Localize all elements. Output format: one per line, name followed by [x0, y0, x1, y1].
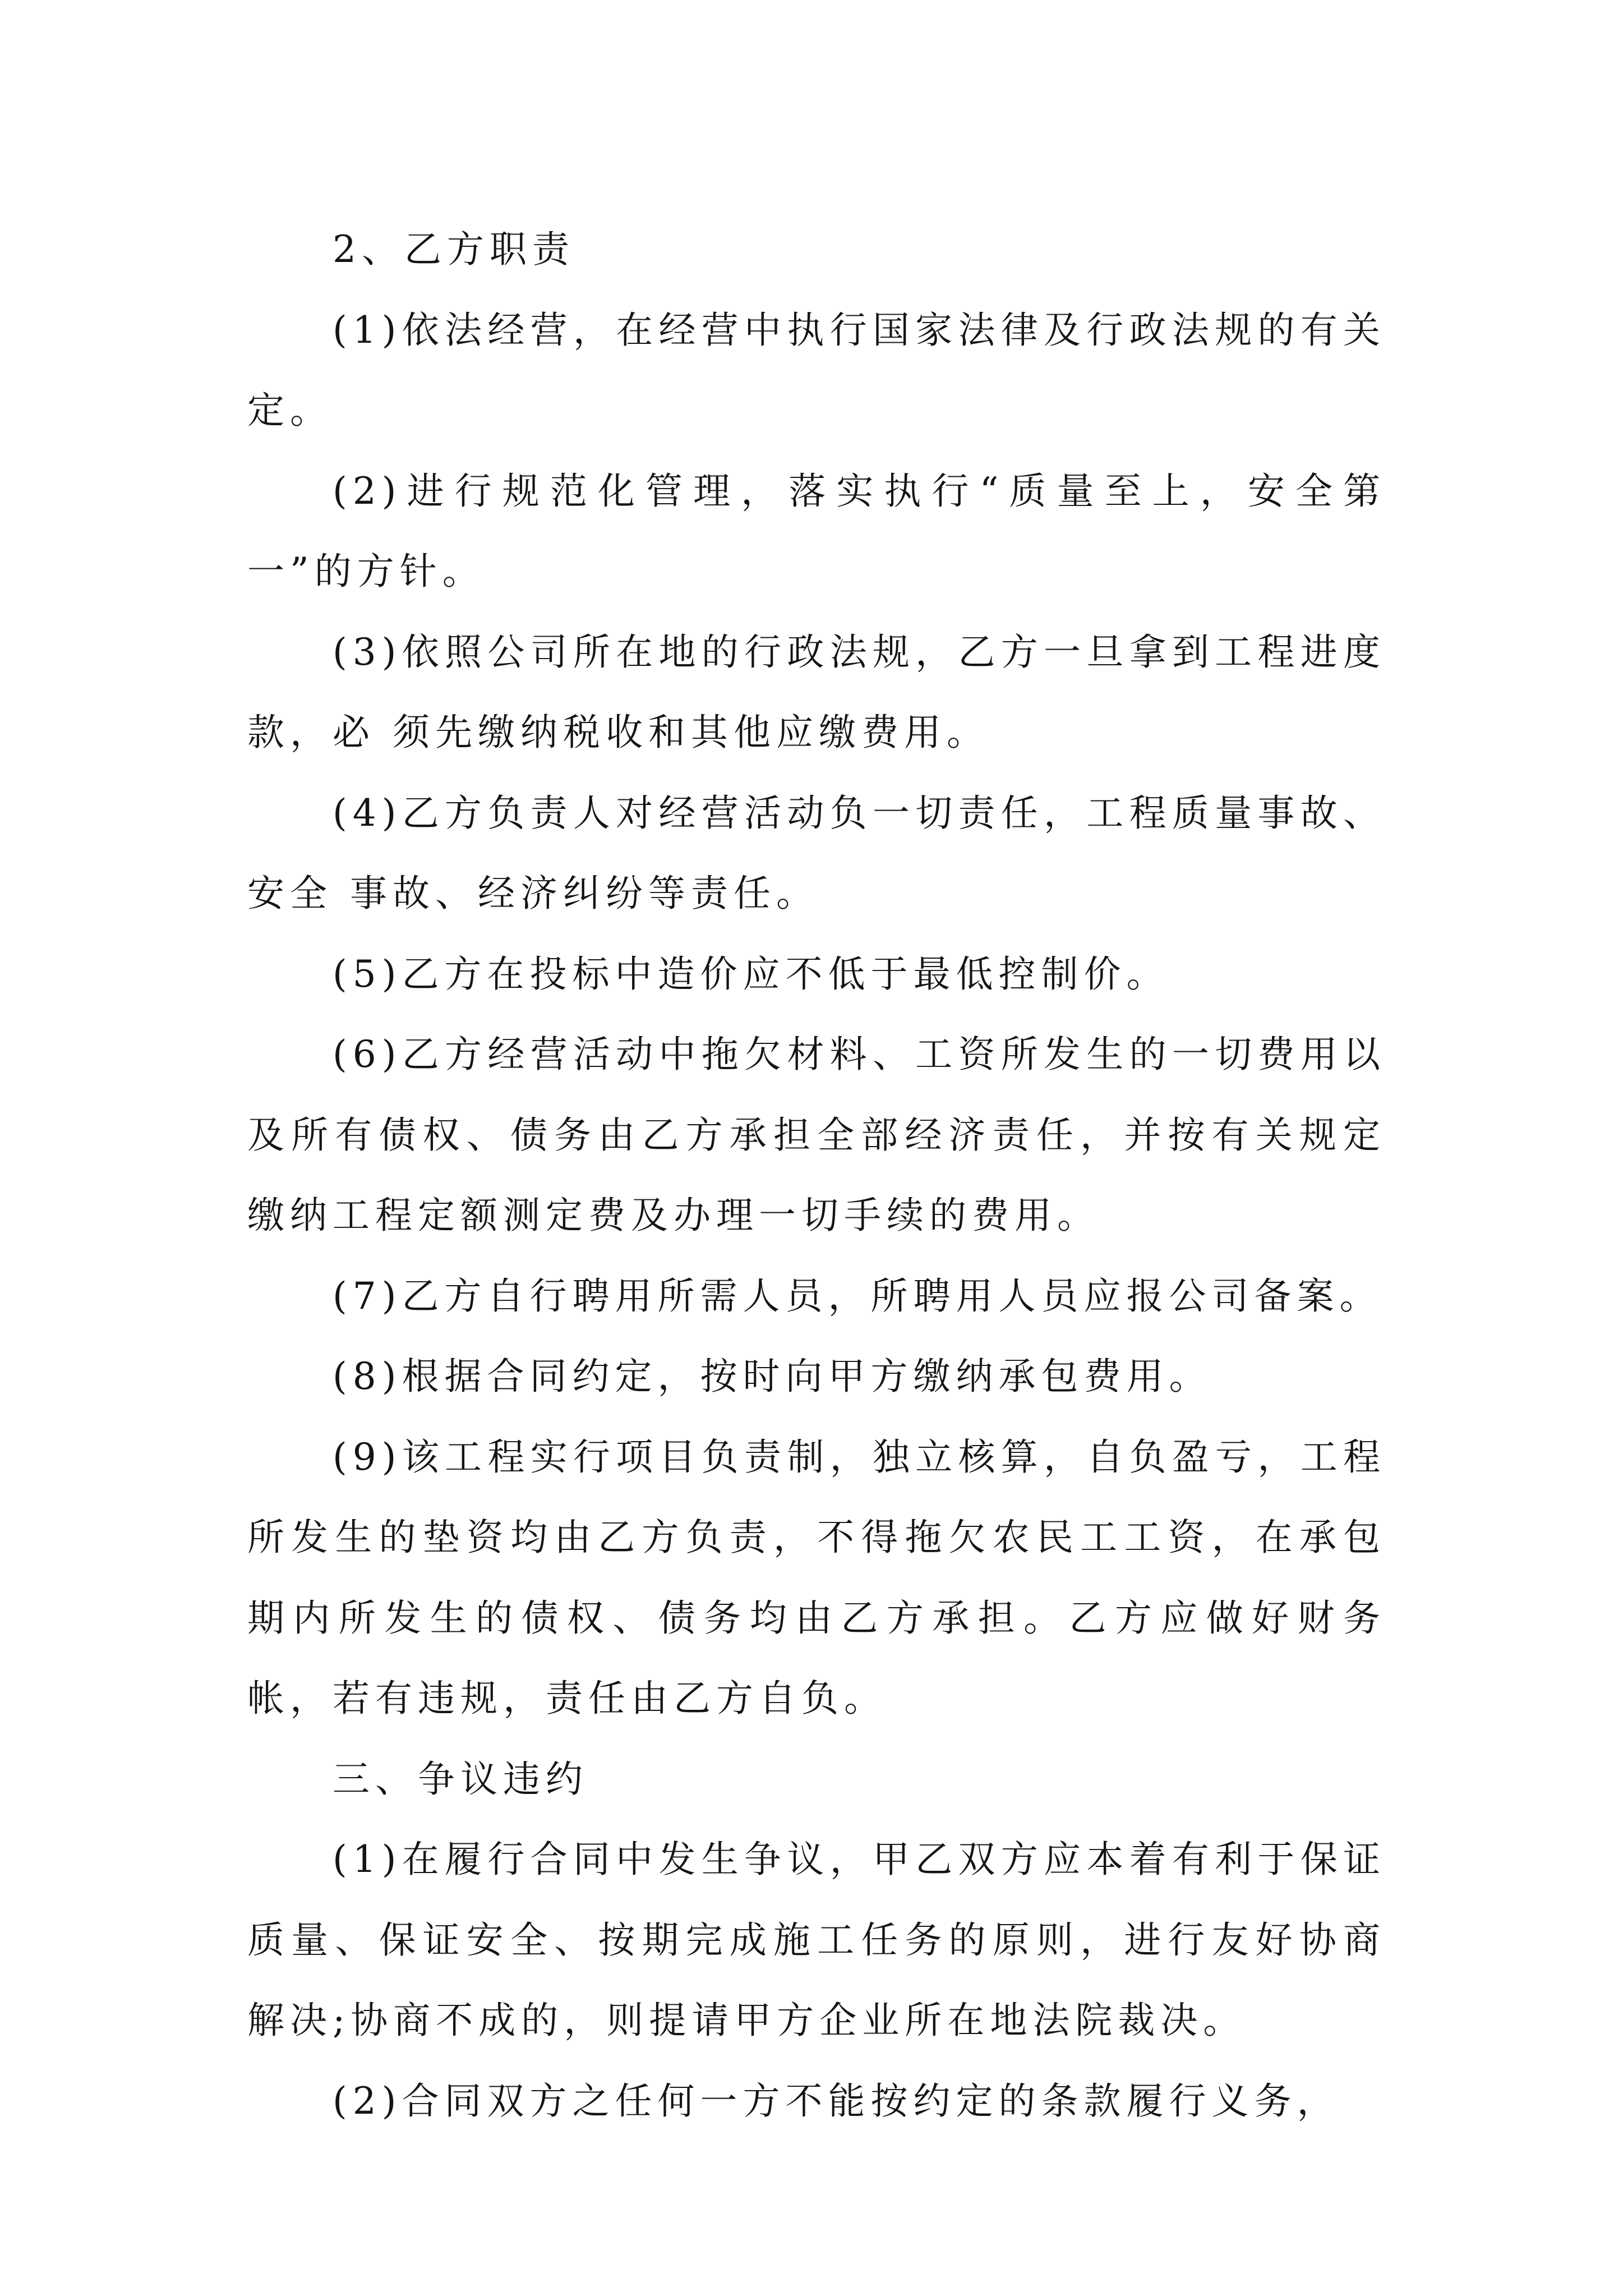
paragraph-item-5: (5)乙方在投标中造价应不低于最低控制价。	[333, 952, 1169, 996]
paragraph-item-7: (7)乙方自行聘用所需人员，所聘用人员应报公司备案。	[333, 1274, 1382, 1318]
paragraph-dispute-item-2: (2)合同双方之任何一方不能按约定的条款履行义务，	[333, 2079, 1340, 2123]
paragraph-item-2: (2)进行规范化管理，落实执行“质量至上，安全第一”的方针。	[247, 469, 1386, 593]
document-body	[247, 209, 1386, 2141]
paragraph-item-4: (4)乙方负责人对经营活动负一切责任，工程质量事故、安全 事故、经济纠纷等责任。	[247, 791, 1386, 915]
paragraph-item-9: (9)该工程实行项目负责制，独立核算，自负盈亏，工程所发生的垫资均由乙方负责，不得拖欠农民工工资，在承包期内所发生的债权、债务均由乙方承担。乙方应做好财务帐，若有违规，责任由乙方自负。	[247, 1435, 1386, 1720]
paragraph-dispute-item-1: (1)在履行合同中发生争议，甲乙双方应本着有利于保证质量、保证安全、按期完成施工任务的原则，进行友好协商解决;协商不成的，则提请甲方企业所在地法院裁决。	[247, 1838, 1386, 2042]
section-heading-party-b-duties: 2、乙方职责	[333, 228, 575, 271]
section-heading-dispute-breach: 三、争议违约	[333, 1757, 588, 1801]
paragraph-item-1: (1)依法经营，在经营中执行国家法律及行政法规的有关定。	[247, 308, 1386, 432]
paragraph-item-6: (6)乙方经营活动中拖欠材料、工资所发生的一切费用以及所有债权、债务由乙方承担全部经济责任，并按有关规定缴纳工程定额测定费及办理一切手续的费用。	[247, 1033, 1386, 1237]
paragraph-item-3: (3)依照公司所在地的行政法规，乙方一旦拿到工程进度款，必 须先缴纳税收和其他应缴费用。	[247, 630, 1386, 754]
paragraph-item-8: (8)根据合同约定，按时向甲方缴纳承包费用。	[333, 1355, 1212, 1398]
